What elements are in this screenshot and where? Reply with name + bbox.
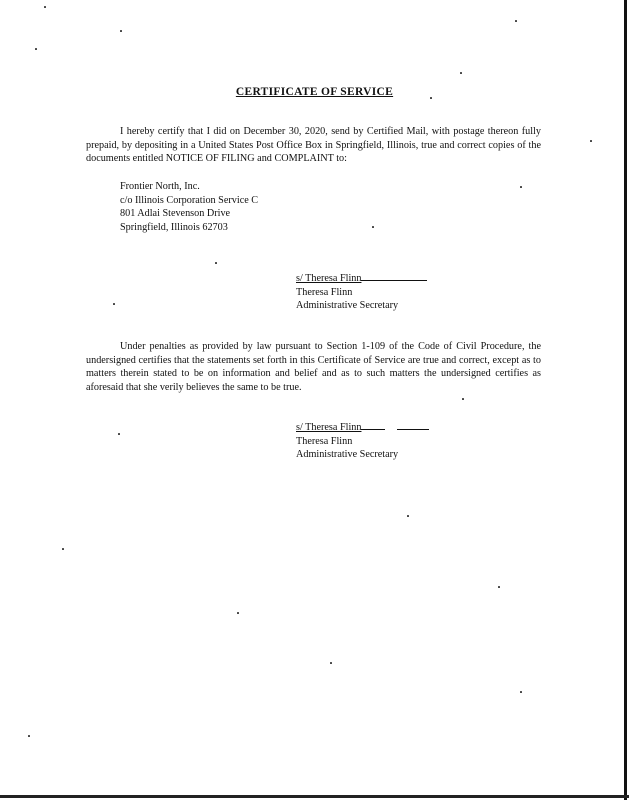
certification-paragraph: I hereby certify that I did on December 30, 2020, send by Certified Mail, with postage thereon fully prepaid, by depositing in a United States Post Office Box in Springfield, Illinois, true and correct copies of the documents entitled NOTICE OF FILING and COMPLAINT to: <box>86 126 541 164</box>
scan-speck <box>407 515 409 517</box>
scan-speck <box>62 548 64 550</box>
penalties-paragraph: Under penalties as provided by law pursuant to Section 1-109 of the Code of Civil Procedure, the undersigned certifies that the statements set forth in this Certificate of Service are true and correct, except as to matters therein stated to be on information and belief and as to such matters the undersigned certifies as aforesaid that she verily believes the same to be true. <box>86 341 541 393</box>
scan-speck <box>498 586 500 588</box>
scan-speck <box>28 735 30 737</box>
address-line-1: Frontier North, Inc. <box>120 181 200 192</box>
scan-speck <box>120 30 122 32</box>
signer-name: Theresa Flinn <box>296 435 353 447</box>
signer-name: Theresa Flinn <box>296 286 353 298</box>
scan-speck <box>44 6 46 8</box>
signature-text: s/ Theresa Flinn <box>296 273 362 284</box>
signature-line <box>296 420 429 435</box>
scan-speck <box>462 398 464 400</box>
scan-speck <box>330 662 332 664</box>
scan-speck <box>118 433 120 435</box>
scan-speck <box>515 20 517 22</box>
signature-block-2 <box>296 420 429 462</box>
scan-speck <box>35 48 37 50</box>
signature-blank-line <box>361 271 427 281</box>
address-line-3: 801 Adlai Stevenson Drive <box>120 208 231 219</box>
scan-speck <box>520 186 522 188</box>
scan-speck <box>590 140 592 142</box>
scan-speck <box>237 612 239 614</box>
signer-role: Administrative Secretary <box>296 449 399 460</box>
scan-speck <box>520 691 522 693</box>
scan-edge-right <box>624 0 627 800</box>
signature-block-1 <box>296 271 427 313</box>
scan-speck <box>113 303 115 305</box>
signature-blank-line <box>361 420 385 430</box>
document-title: CERTIFICATE OF SERVICE <box>235 86 394 98</box>
signature-blank-line-2 <box>397 420 429 430</box>
signature-line <box>296 271 427 286</box>
address-line-4: Springfield, Illinois 62703 <box>120 221 228 233</box>
address-line-2: c/o Illinois Corporation Service C <box>120 194 259 206</box>
scan-speck <box>460 72 462 74</box>
scan-speck <box>430 97 432 99</box>
scan-speck <box>215 262 217 264</box>
recipient-address <box>120 180 258 234</box>
signer-role: Administrative Secretary <box>296 300 399 311</box>
scan-speck <box>372 226 374 228</box>
signature-text: s/ Theresa Flinn <box>296 422 362 433</box>
scan-edge-bottom <box>0 795 629 798</box>
